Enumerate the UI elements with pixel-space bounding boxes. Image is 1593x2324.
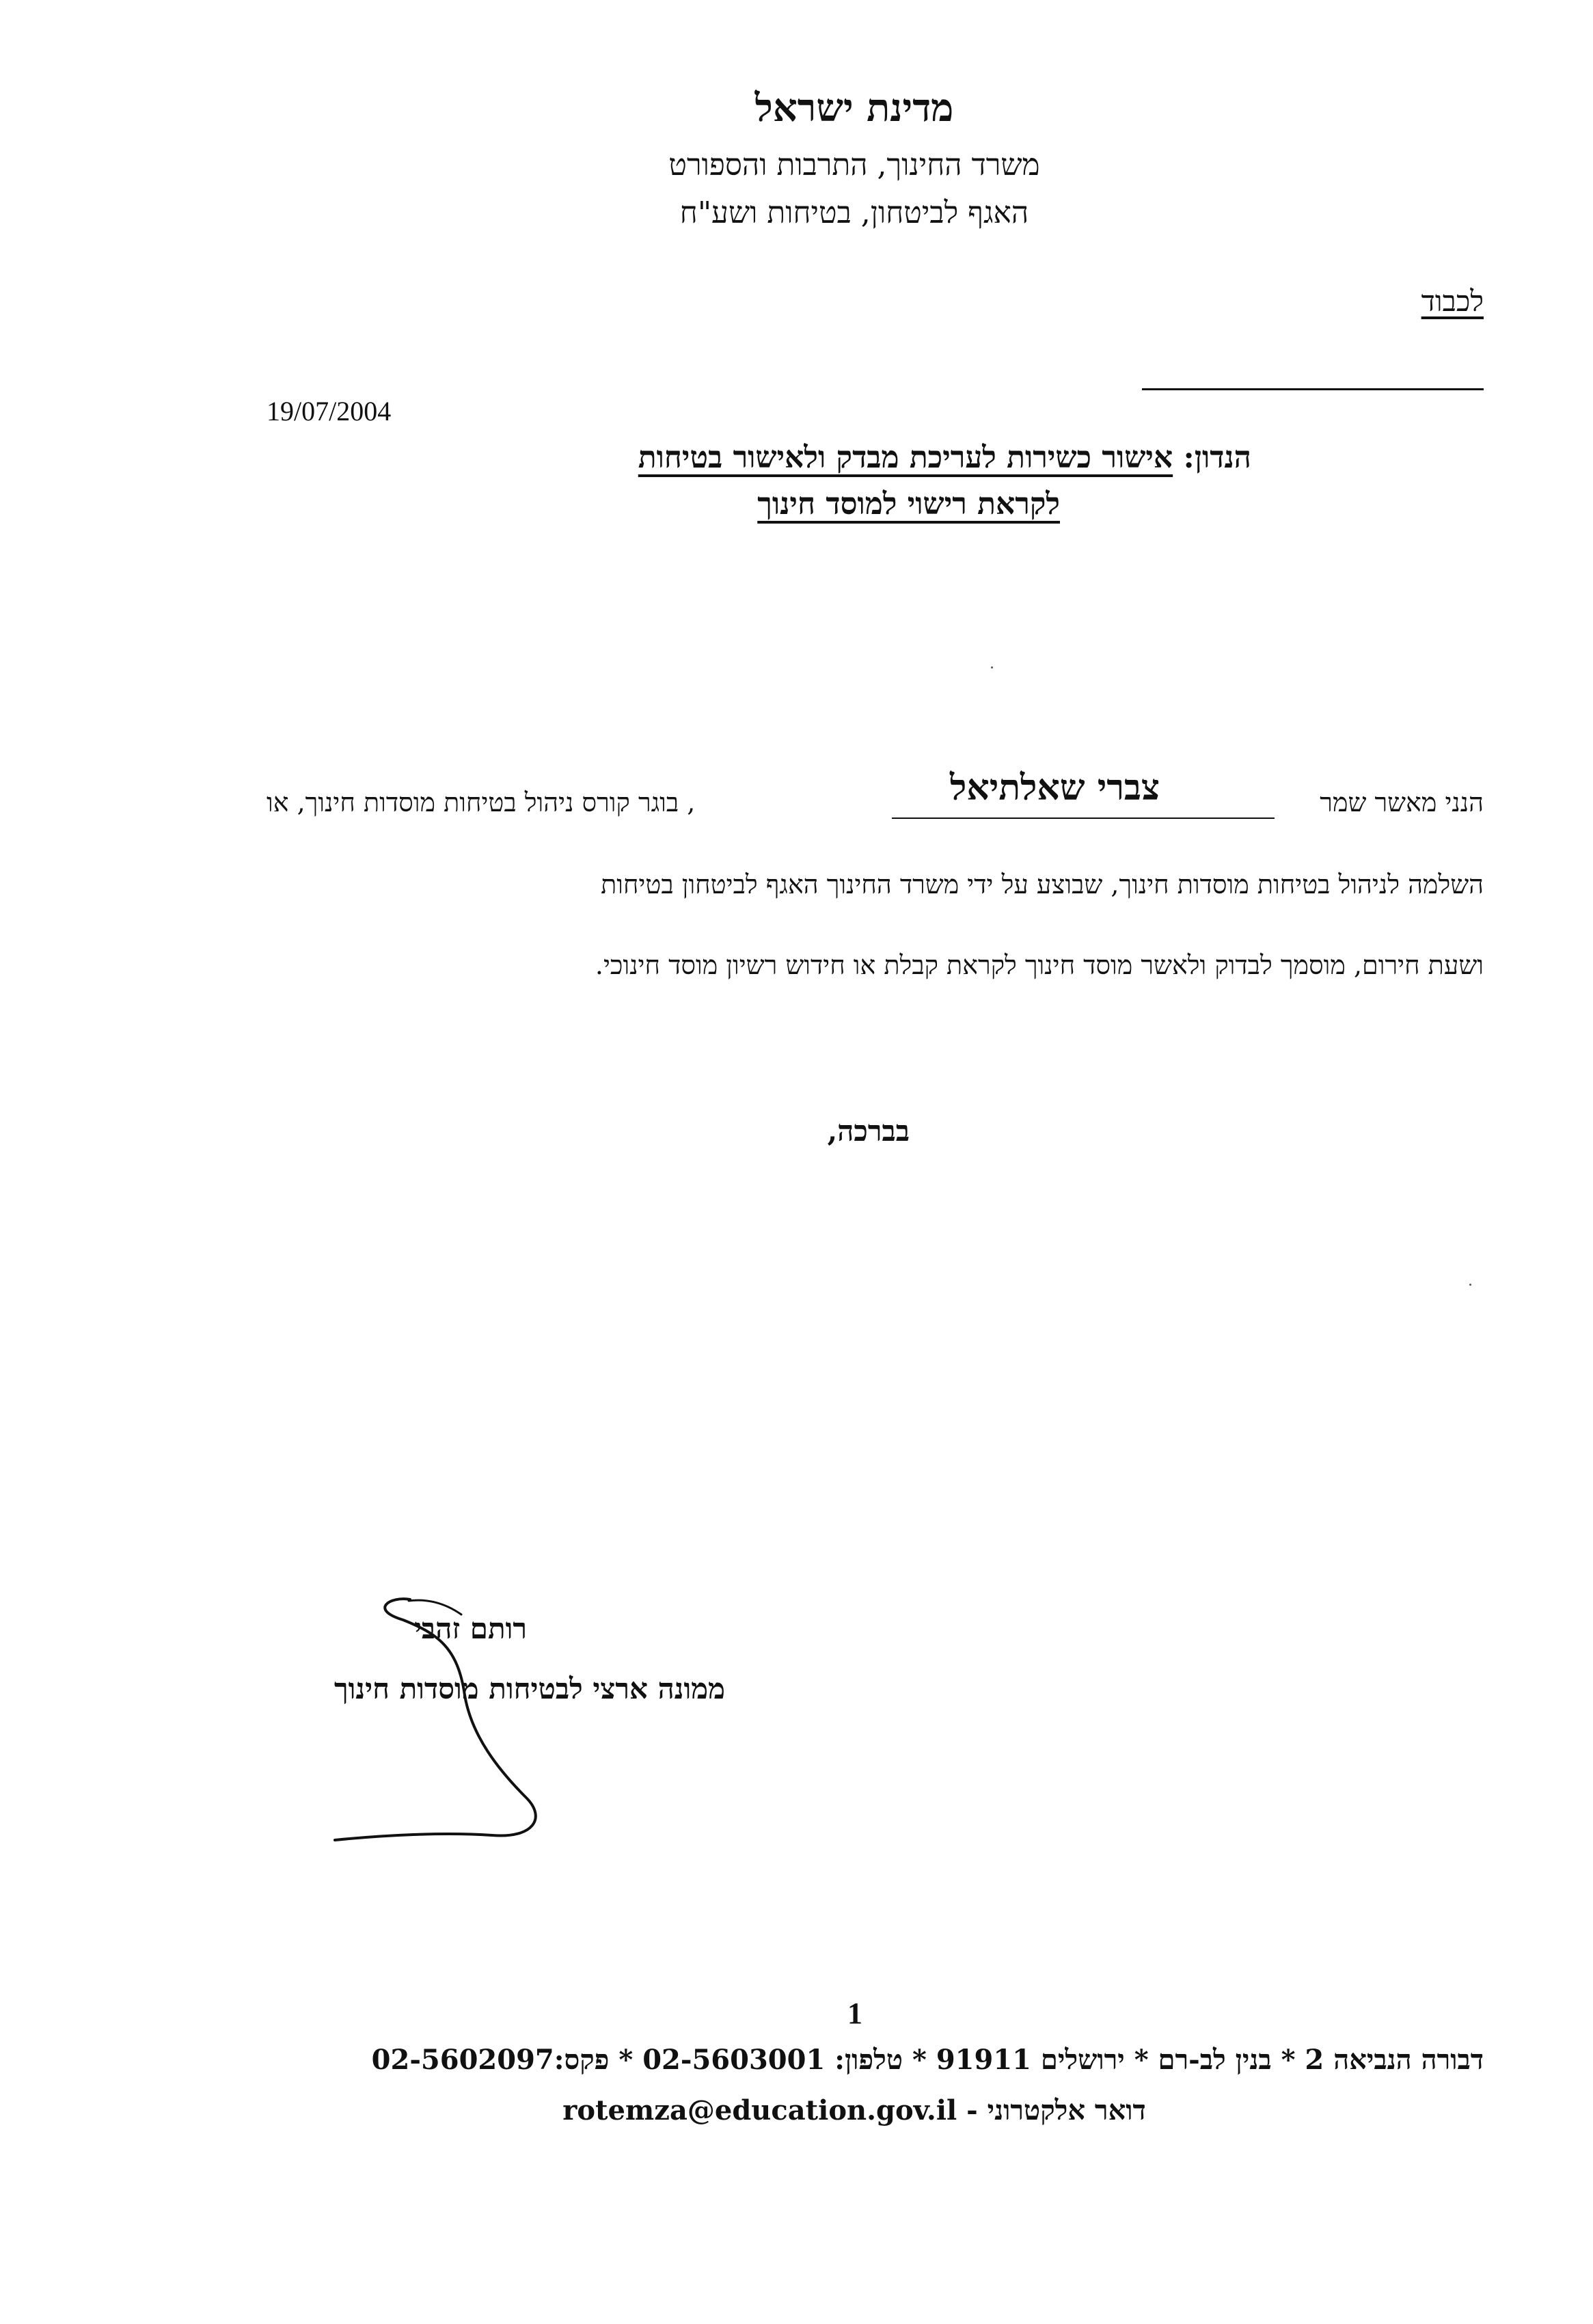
name-fill-line [892, 818, 1275, 819]
certified-person-name: צברי שאלתיאל [950, 767, 1160, 809]
subject-label: הנדון: [1183, 440, 1251, 475]
closing-regards: בברכה, [827, 1114, 910, 1148]
page-number: 1 [847, 1997, 862, 2030]
scan-speck-2 [1469, 1284, 1471, 1286]
subject-line-1 [638, 440, 1251, 475]
subject-line-2: לקראת רישוי למוסד חינוך [757, 487, 1060, 522]
letterhead-ministry: משרד החינוך, התרבות והספורט [668, 148, 1040, 183]
signer-role: ממונה ארצי לבטיחות מוסדות חינוך [334, 1672, 725, 1705]
recipient-honor: לכבוד [1421, 284, 1484, 318]
handwritten-signature [328, 1572, 560, 1846]
recipient-blank-line [1142, 388, 1484, 390]
body-para1-start: הנני מאשר שמר [1320, 787, 1484, 818]
letterhead-division: האגף לביטחון, בטיחות ושע"ח [679, 195, 1029, 230]
body-para1-end: , בוגר קורס ניהול בטיחות מוסדות חינוך, או [267, 787, 696, 818]
footer-email: דואר אלקטרוני - rotemza@education.gov.il [562, 2094, 1146, 2126]
body-para2: השלמה לניהול בטיחות מוסדות חינוך, שבוצע על ידי משרד החינוך האגף לביטחון בטיחות [601, 869, 1484, 900]
subject-text-1: אישור כשירות לעריכת מבדק ולאישור בטיחות [638, 440, 1173, 475]
letter-date: 19/07/2004 [267, 396, 392, 427]
scan-speck [991, 666, 993, 668]
body-para3: ושעת חירום, מוסמך לבדוק ולאשר מוסד חינוך לקראת קבלת או חידוש רשיון מוסד חינוכי. [595, 950, 1484, 980]
footer-address: דבורה הנביאה 2 * בנין לב-רם * ירושלים 91911 * טלפון: 02-5603001 * פקס:02-5602097 [371, 2044, 1484, 2076]
signer-name: רותם זהבי [414, 1612, 527, 1645]
letterhead-state: מדינת ישראל [754, 85, 954, 131]
